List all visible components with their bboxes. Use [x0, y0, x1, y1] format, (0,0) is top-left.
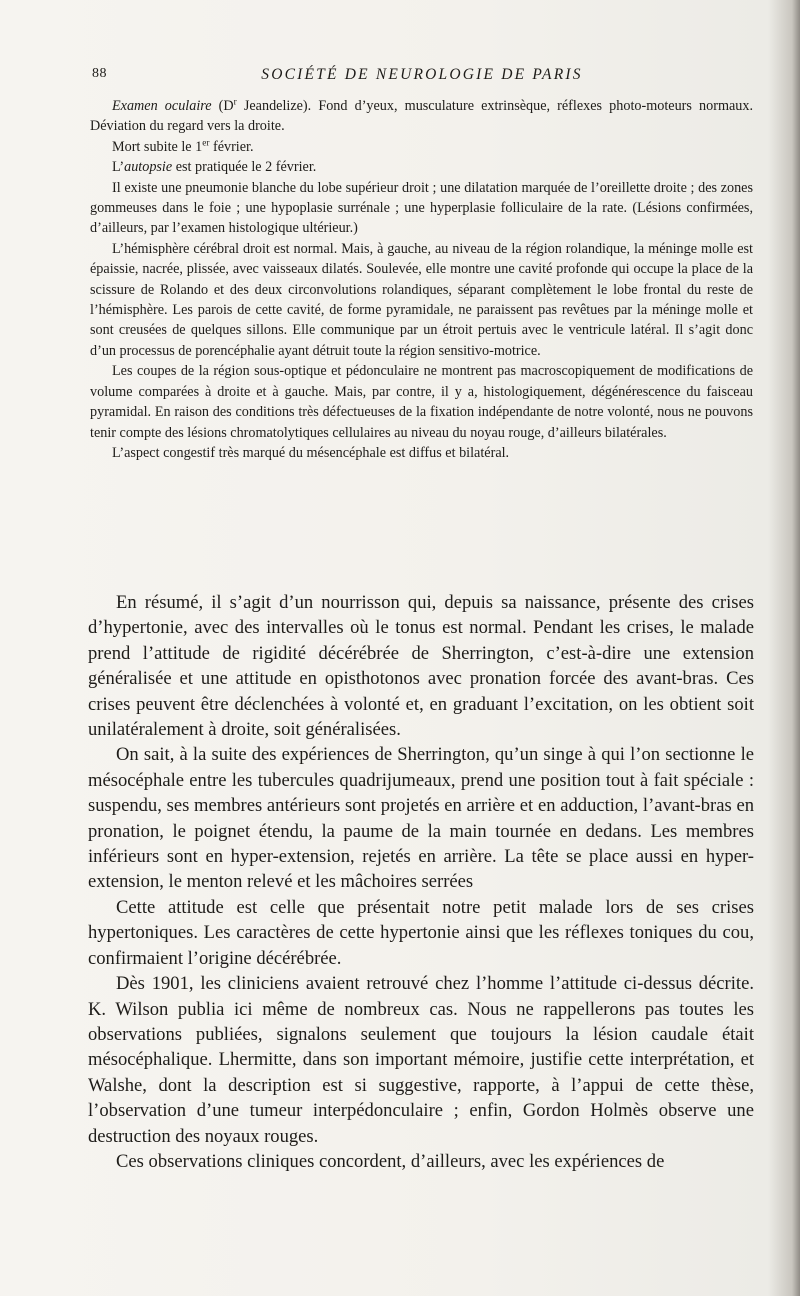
autopsy-text: est pratiquée le 2 février. [172, 159, 317, 176]
death-suffix: février. [209, 138, 254, 155]
eye-exam-text: Jeandelize). Fond d’yeux, musculature extrinsèque, réflexes photo-moteurs normaux. Déviation du regard vers la droite. [90, 98, 754, 135]
findings-paragraph: Il existe une pneumonie blanche du lobe supérieur droit ; une dilatation marquée de l’oreillette droite ; des zones gommeuses dans le foie ; une hypoplasie surrénale ; une hyperplasie folliculaire de la rate. (Lésions confirmées, d’ailleurs, par l’examen histologique ultérieur.) [90, 179, 753, 237]
summary-paragraph: En résumé, il s’agit d’un nourrisson qui, depuis sa naissance, présente des crises d’hypertonie, avec des intervalles où le tonus est normal. Pendant les crises, le malade prend l’attitude de rigidité décérébrée de Sherrington, c’est-à-dire une extension généralisée et une attitude en opisthotonos avec pronation forcée des avant-bras. Ces crises peuvent être déclenchées à volonté et, en graduant l’excitation, on les obtient soit unilatéralement à droite, soit généralisées. [88, 592, 754, 741]
autopsy-prefix: L’ [112, 159, 125, 176]
eye-exam-label: Examen oculaire [112, 98, 212, 114]
doctor-title-sup: r [233, 96, 237, 107]
discussion [88, 590, 754, 1174]
attitude-paragraph: Cette attitude est celle que présentait notre petit malade lors de ses crises hypertoniques. Les caractères de cette hypertonie ainsi que les réflexes toniques du cou, confirmaient l’origine décérébrée. [88, 896, 754, 969]
sherrington-paragraph: On sait, à la suite des expériences de Sherrington, qu’un singe à qui l’on sectionne le mésocéphale entre les tubercules quadrijumeaux, prend une position tout à fait spéciale : suspendu, ses membres antérieurs sont projetés en arrière et en adduction, l’avant-bras en pronation, le poignet étendu, la paume de la main tournée en dedans. Les membres inférieurs sont en hyper-extension, rejetés en arrière. La tête se place aussi en hyper-extension, le menton relevé et les mâchoires serrées [88, 744, 754, 893]
hemisphere-paragraph: L’hémisphère cérébral droit est normal. Mais, à gauche, au niveau de la région rolandique, la méninge molle est épaissie, nacrée, plissée, avec vaisseaux dilatés. Soulevée, elle montre une cavité profonde qui occupe la place de la scissure de Rolando et des deux circonvolutions rolandiques, séparant complètement le lobe frontal du reste de l’hémisphère. Les parois de cette cavité, de forme pyramidale, ne paraissent pas revêtues par la méninge molle et sont creusées de quelques sillons. Elle communique par un étroit pertuis avec le ventricule latéral. Il s’agit donc d’un processus de porencéphalie ayant détruit toute la région sensitivo-motrice. [90, 240, 753, 359]
sections-paragraph: Les coupes de la région sous-optique et pédonculaire ne montrent pas macroscopiquement de modifications de volume comparées à droite et à gauche. Mais, par contre, il y a, histologiquement, dégénérescence du faisceau pyramidal. En raison des conditions très défectueuses de la fixation indépendante de notre volonté, nous ne pouvons tenir compte des lésions chromatolytiques cellulaires au niveau du noyau rouge, d’ailleurs bilatérales. [90, 363, 753, 441]
clinical-notes [90, 96, 753, 463]
autopsy-label: autopsie [124, 159, 173, 176]
doctor-title: D [223, 98, 234, 114]
clinicians-paragraph: Dès 1901, les cliniciens avaient retrouvé chez l’homme l’attitude ci-dessus décrite. K. Wilson publia ici même de nombreux cas. Nous ne rappellerons pas toutes les observations publiées, signalons seulement que toujours la lésion caudale était mésocéphalique. Lhermitte, dans son important mémoire, justifie cette interprétation, et Walshe, dont la description est si suggestive, rapporte, à l’appui de cette thèse, l’observation d’une tumeur interpédonculaire ; enfin, Gordon Holmès observe une destruction des noyaux rouges. [88, 973, 754, 1147]
mesencephalon-paragraph: L’aspect congestif très marqué du mésencéphale est diffus et bilatéral. [112, 444, 510, 461]
death-prefix: Mort subite le 1 [112, 138, 203, 155]
autopsy-paragraph [90, 157, 753, 177]
observations-paragraph: Ces observations cliniques concordent, d’ailleurs, avec les expériences de [116, 1150, 665, 1172]
page-header [92, 66, 752, 90]
death-paragraph [90, 137, 753, 157]
eye-exam-paragraph: Examen oculaire ($D^r$ Jeandelize). Fond d’yeux, musculature extrinsèque, réflexes photo-moteurs normaux. Déviation du regard vers la droite. [90, 96, 754, 135]
page-number: 88 [92, 66, 107, 81]
death-date-sup: er [202, 137, 210, 148]
running-title: SOCIÉTÉ DE NEUROLOGIE DE PARIS [261, 66, 583, 83]
